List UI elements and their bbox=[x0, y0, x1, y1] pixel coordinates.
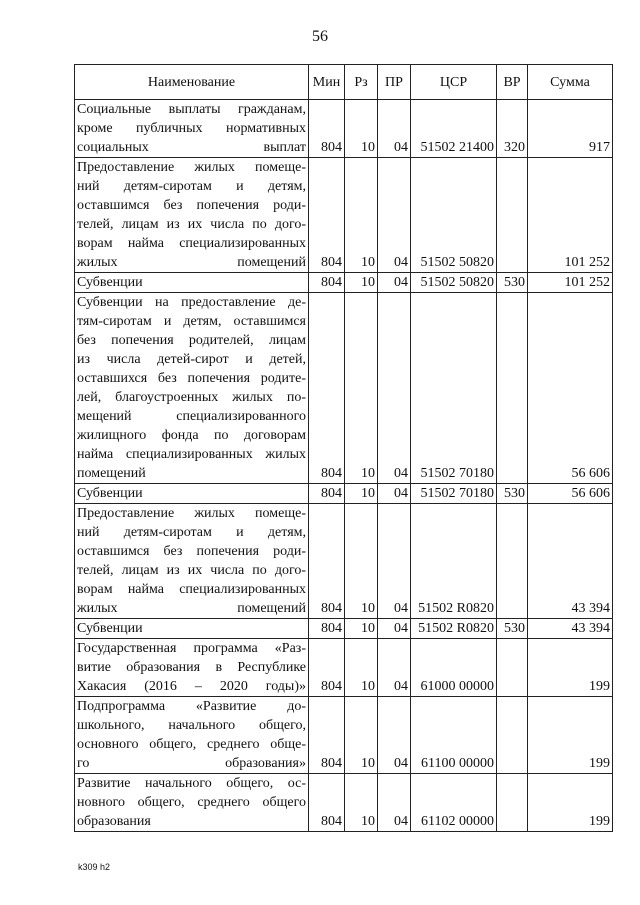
row-name-line: образования bbox=[77, 814, 151, 829]
row-name-line: Социальные выплаты гражданам, bbox=[77, 102, 306, 117]
table-row bbox=[75, 158, 613, 273]
row-rz: 10 bbox=[345, 774, 378, 832]
row-name-line: Субвенции на предоставление де- bbox=[77, 295, 306, 310]
row-name-line: жилищного фонда по договорам bbox=[77, 428, 306, 443]
table-row bbox=[75, 273, 613, 293]
row-vr bbox=[497, 774, 528, 832]
row-csr: 61102 00000 bbox=[411, 774, 497, 832]
table-row bbox=[75, 100, 613, 158]
row-name-line: ворам найма специализированных bbox=[77, 236, 306, 251]
row-name-line: оставшимся без попечения роди- bbox=[77, 544, 306, 559]
row-csr: 51502 21400 bbox=[411, 100, 497, 158]
row-name-line: Субвенции bbox=[77, 486, 143, 501]
row-name bbox=[75, 639, 309, 697]
row-name-line: телей, лицам из их числа по дого- bbox=[77, 563, 306, 578]
row-name bbox=[75, 273, 309, 293]
row-name-line: Субвенции bbox=[77, 275, 143, 290]
row-name-line: основного общего, среднего обще- bbox=[77, 737, 306, 752]
row-min: 804 bbox=[309, 293, 345, 484]
row-vr bbox=[497, 697, 528, 774]
row-sum: 917 bbox=[528, 100, 613, 158]
row-sum: 199 bbox=[528, 639, 613, 697]
row-name-line: ний детям-сиротам и детям, bbox=[77, 179, 306, 194]
table-row bbox=[75, 484, 613, 504]
row-csr: 61100 00000 bbox=[411, 697, 497, 774]
row-rz: 10 bbox=[345, 619, 378, 639]
row-name-line: тям-сиротам и детям, оставшимся bbox=[77, 314, 306, 329]
row-rz: 10 bbox=[345, 158, 378, 273]
row-pr: 04 bbox=[378, 639, 411, 697]
footer-code: k309 h2 bbox=[78, 862, 111, 872]
row-name-line: найма специализированных жилых bbox=[77, 447, 306, 462]
row-vr bbox=[497, 158, 528, 273]
row-vr: 320 bbox=[497, 100, 528, 158]
row-name bbox=[75, 504, 309, 619]
row-sum: 43 394 bbox=[528, 504, 613, 619]
row-csr: 51502 70180 bbox=[411, 293, 497, 484]
row-name-line: мещений специализированного bbox=[77, 409, 306, 424]
row-name-line: кроме публичных нормативных bbox=[77, 121, 306, 136]
row-min: 804 bbox=[309, 484, 345, 504]
row-rz: 10 bbox=[345, 697, 378, 774]
row-min: 804 bbox=[309, 639, 345, 697]
row-name-line: жилых помещений bbox=[77, 601, 306, 616]
row-sum: 56 606 bbox=[528, 293, 613, 484]
row-vr: 530 bbox=[497, 619, 528, 639]
row-rz: 10 bbox=[345, 639, 378, 697]
row-name-line: ний детям-сиротам и детям, bbox=[77, 525, 306, 540]
row-pr: 04 bbox=[378, 504, 411, 619]
row-name-line: новного общего, среднего общего bbox=[77, 795, 306, 810]
row-pr: 04 bbox=[378, 697, 411, 774]
row-csr: 61000 00000 bbox=[411, 639, 497, 697]
row-rz: 10 bbox=[345, 504, 378, 619]
table-row bbox=[75, 619, 613, 639]
budget-table bbox=[74, 64, 613, 832]
row-pr: 04 bbox=[378, 100, 411, 158]
row-csr: 51502 R0820 bbox=[411, 504, 497, 619]
table-row bbox=[75, 504, 613, 619]
row-name-line: телей, лицам из их числа по дого- bbox=[77, 217, 306, 232]
row-vr bbox=[497, 504, 528, 619]
table-row bbox=[75, 774, 613, 832]
row-pr: 04 bbox=[378, 273, 411, 293]
page-number: 56 bbox=[312, 28, 328, 45]
row-name bbox=[75, 484, 309, 504]
row-name-line: го образования» bbox=[77, 756, 306, 771]
row-name-line: Развитие начального общего, ос- bbox=[77, 776, 306, 791]
row-name-line: Предоставление жилых помеще- bbox=[77, 506, 306, 521]
header-rz: Рз bbox=[345, 65, 378, 100]
row-vr bbox=[497, 639, 528, 697]
row-pr: 04 bbox=[378, 293, 411, 484]
row-name-line: Подпрограмма «Развитие до- bbox=[77, 699, 306, 714]
row-pr: 04 bbox=[378, 158, 411, 273]
row-name bbox=[75, 774, 309, 832]
row-name-line: Хакасия (2016 – 2020 годы)» bbox=[77, 679, 306, 694]
table-row bbox=[75, 697, 613, 774]
row-pr: 04 bbox=[378, 484, 411, 504]
row-name-line: Государственная программа «Раз- bbox=[77, 641, 306, 656]
row-min: 804 bbox=[309, 158, 345, 273]
row-sum: 43 394 bbox=[528, 619, 613, 639]
row-name-line: из числа детей-сирот и детей, bbox=[77, 352, 306, 367]
row-name-line: социальных выплат bbox=[77, 140, 306, 155]
row-vr: 530 bbox=[497, 273, 528, 293]
row-sum: 101 252 bbox=[528, 273, 613, 293]
row-name-line: школьного, начального общего, bbox=[77, 718, 306, 733]
row-sum: 199 bbox=[528, 774, 613, 832]
header-csr: ЦСР bbox=[411, 65, 497, 100]
row-rz: 10 bbox=[345, 100, 378, 158]
header-vr: ВР bbox=[497, 65, 528, 100]
row-name-line: оставшимся без попечения роди- bbox=[77, 198, 306, 213]
row-name bbox=[75, 619, 309, 639]
row-csr: 51502 50820 bbox=[411, 158, 497, 273]
row-sum: 199 bbox=[528, 697, 613, 774]
row-sum: 101 252 bbox=[528, 158, 613, 273]
row-name bbox=[75, 293, 309, 484]
row-min: 804 bbox=[309, 697, 345, 774]
row-sum: 56 606 bbox=[528, 484, 613, 504]
row-rz: 10 bbox=[345, 273, 378, 293]
row-min: 804 bbox=[309, 100, 345, 158]
row-pr: 04 bbox=[378, 774, 411, 832]
row-name-line: оставшихся без попечения родите- bbox=[77, 371, 306, 386]
row-csr: 51502 R0820 bbox=[411, 619, 497, 639]
header-pr: ПР bbox=[378, 65, 411, 100]
row-min: 804 bbox=[309, 504, 345, 619]
row-name-line: Субвенции bbox=[77, 621, 143, 636]
row-vr: 530 bbox=[497, 484, 528, 504]
row-min: 804 bbox=[309, 774, 345, 832]
header-sum: Сумма bbox=[528, 65, 613, 100]
row-name bbox=[75, 100, 309, 158]
row-name-line: витие образования в Республике bbox=[77, 660, 306, 675]
row-name bbox=[75, 158, 309, 273]
row-min: 804 bbox=[309, 619, 345, 639]
row-vr bbox=[497, 293, 528, 484]
row-min: 804 bbox=[309, 273, 345, 293]
row-name-line: Предоставление жилых помеще- bbox=[77, 160, 306, 175]
row-name-line: помещений bbox=[77, 466, 146, 481]
row-rz: 10 bbox=[345, 293, 378, 484]
header-name: Наименование bbox=[75, 65, 309, 100]
row-csr: 51502 50820 bbox=[411, 273, 497, 293]
row-name-line: лей, благоустроенных жилых по- bbox=[77, 390, 306, 405]
row-name bbox=[75, 697, 309, 774]
table-header-row bbox=[75, 65, 613, 100]
row-csr: 51502 70180 bbox=[411, 484, 497, 504]
row-name-line: жилых помещений bbox=[77, 255, 306, 270]
table-row bbox=[75, 639, 613, 697]
row-name-line: ворам найма специализированных bbox=[77, 582, 306, 597]
header-min: Мин bbox=[309, 65, 345, 100]
row-name-line: без попечения родителей, лицам bbox=[77, 333, 306, 348]
table-row bbox=[75, 293, 613, 484]
row-pr: 04 bbox=[378, 619, 411, 639]
table-body bbox=[75, 100, 613, 832]
row-rz: 10 bbox=[345, 484, 378, 504]
